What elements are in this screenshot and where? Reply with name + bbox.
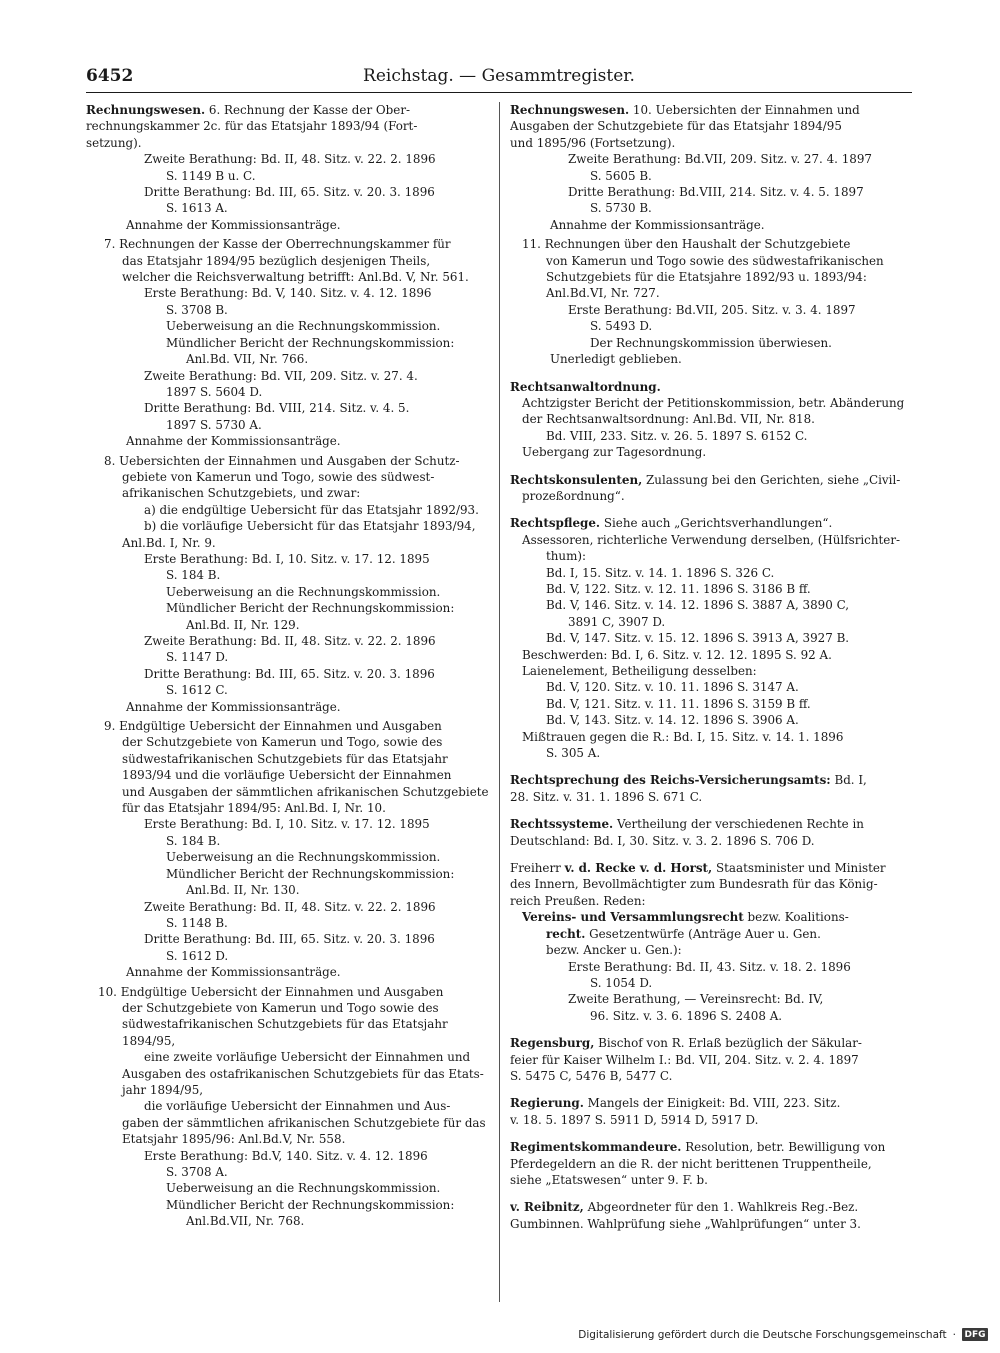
text-line: Schutzgebiets für die Etatsjahre 1892/93 u. 1893/94: <box>546 270 867 285</box>
text-line: Beschwerden: Bd. I, 6. Sitz. v. 12. 12. 1895 S. 92 A. <box>522 647 832 662</box>
text-line: Assessoren, richterliche Verwendung derselben, (Hülfsrichter- <box>522 532 901 547</box>
text-line: v. Reibnitz, Abgeordneter für den 1. Wahlkreis Reg.-Bez. <box>510 1200 859 1215</box>
text-line: für das Etatsjahr 1894/95: Anl.Bd. I, Nr. 10. <box>122 801 386 816</box>
entry-keyword: Rechtssysteme. <box>510 817 614 832</box>
text-line: Zweite Berathung: Bd. II, 48. Sitz. v. 22. 2. 1896 <box>144 634 436 648</box>
text-line: b) die vorläufige Uebersicht für das Etatsjahr 1893/94, <box>144 519 476 534</box>
text-line: von Kamerun und Togo sowie des südwestafrikanischen <box>546 253 884 268</box>
entry-keyword: Rechnungswesen. <box>86 103 206 117</box>
entry-keyword: Vereins- und Versammlungsrecht <box>522 910 744 925</box>
text-line: Deutschland: Bd. I, 30. Sitz. v. 3. 2. 1896 S. 706 D. <box>510 833 815 848</box>
entry-keyword: Regimentskommandeure. <box>510 1140 682 1155</box>
text-line: welcher die Reichsverwaltung betrifft: Anl.Bd. V, Nr. 561. <box>122 270 469 285</box>
text-line: setzung). <box>86 135 142 150</box>
text-line: S. 3708 B. <box>166 302 228 317</box>
text-line: Bd. V, 146. Sitz. v. 14. 12. 1896 S. 3887 A, 3890 C, <box>546 598 850 613</box>
text-line: gaben der sämmtlichen afrikanischen Schutzgebiete für das <box>122 1115 486 1130</box>
text-line <box>510 379 910 395</box>
text-line: Bd. V, 147. Sitz. v. 15. 12. 1896 S. 3913 A, 3927 B. <box>546 631 850 646</box>
text-line: 1894/95, <box>122 1033 176 1048</box>
text-line: Dritte Berathung: Bd. III, 65. Sitz. v. 20. 3. 1896 <box>144 932 435 947</box>
text-line: S. 1148 B. <box>166 915 228 930</box>
text-line: S. 1149 B u. C. <box>166 168 256 183</box>
text-line: thum): <box>546 549 587 564</box>
entry-keyword: Rechnungswesen. <box>510 103 630 117</box>
text-line: Anl.Bd.VII, Nr. 768. <box>186 1214 305 1229</box>
text-line: prozeßordnung“. <box>522 488 625 503</box>
text-line: Ueberweisung an die Rechnungskommission. <box>166 319 441 334</box>
text-line: Ausgaben der Schutzgebiete für das Etatsjahr 1894/95 <box>510 119 842 134</box>
text-line: rechnungskammer 2c. für das Etatsjahr 1893/94 (Fort- <box>86 119 418 134</box>
text-line: Rechnungswesen. 6. Rechnung der Kasse der Ober- <box>86 103 411 117</box>
text-line: S. 5475 C, 5476 B, 5477 C. <box>510 1068 673 1083</box>
text-line: Zweite Berathung, — Vereinsrecht: Bd. IV, <box>568 992 824 1007</box>
entry-keyword: Regierung. <box>510 1096 584 1111</box>
entry-gap <box>510 849 910 860</box>
text-line: Rechnungswesen. 10. Uebersichten der Einnahmen und <box>510 103 860 117</box>
text-line: die vorläufige Uebersicht der Einnahmen und Aus- <box>144 1099 451 1114</box>
text-line: Gumbinnen. Wahlprüfung siehe „Wahlprüfungen“ unter 3. <box>510 1216 861 1231</box>
text-line: Dritte Berathung: Bd.VIII, 214. Sitz. v. 4. 5. 1897 <box>568 185 864 200</box>
text-line: Erste Berathung: Bd.V, 140. Sitz. v. 4. 12. 1896 <box>144 1148 428 1163</box>
text-line: reich Preußen. Reden: <box>510 893 646 908</box>
text-line: 3891 C, 3907 D. <box>568 614 666 629</box>
text-line: S. 184 B. <box>166 833 221 848</box>
text-line: 1893/94 und die vorläufige Uebersicht der Einnahmen <box>122 768 452 783</box>
text-line: Annahme der Kommissionsanträge. <box>126 217 341 232</box>
text-line: 1897 S. 5730 A. <box>166 417 262 432</box>
text-line: S. 1612 D. <box>166 948 229 963</box>
text-line: recht. Gesetzentwürfe (Anträge Auer u. Gen. <box>546 926 821 941</box>
text-line: Rechtskonsulenten, Zulassung bei den Gerichten, siehe „Civil- <box>510 472 901 487</box>
text-line: Mündlicher Bericht der Rechnungskommission: <box>166 335 455 350</box>
text-line: Rechtssysteme. Vertheilung der verschiedenen Rechte in <box>510 817 864 832</box>
text-line: Bd. V, 143. Sitz. v. 14. 12. 1896 S. 3906 A. <box>546 713 799 728</box>
text-line: Mündlicher Bericht der Rechnungskommission: <box>166 601 455 616</box>
right-column <box>510 102 910 1310</box>
text-line: Bd. V, 120. Sitz. v. 10. 11. 1896 S. 3147 A. <box>546 680 799 695</box>
text-line: Laienelement, Betheiligung desselben: <box>522 664 757 678</box>
text-line: Annahme der Kommissionsanträge. <box>126 699 341 714</box>
entry-keyword: Rechtsprechung des Reichs-Versicherungsamts: <box>510 773 831 788</box>
entry-gap <box>510 761 910 772</box>
text-line: Ueberweisung an die Rechnungskommission. <box>166 584 441 599</box>
text-line: 11. Rechnungen über den Haushalt der Schutzgebiete <box>522 237 851 252</box>
text-line: afrikanischen Schutzgebiets, und zwar: <box>122 486 361 501</box>
page-number: 6452 <box>86 66 134 86</box>
entry-keyword: v. d. Recke v. d. Horst, <box>564 861 713 876</box>
text-line: a) die endgültige Uebersicht für das Etatsjahr 1892/93. <box>144 502 479 517</box>
text-line: Erste Berathung: Bd.VII, 205. Sitz. v. 3. 4. 1897 <box>568 302 856 317</box>
entry-gap <box>510 1024 910 1035</box>
text-line: 9. Endgültige Uebersicht der Einnahmen und Ausgaben <box>104 719 442 734</box>
entry-gap <box>510 461 910 472</box>
text-line: Mündlicher Bericht der Rechnungskommission: <box>166 866 455 881</box>
text-line: Mißtrauen gegen die R.: Bd. I, 15. Sitz. v. 14. 1. 1896 <box>522 729 844 744</box>
text-line: Erste Berathung: Bd. I, 10. Sitz. v. 17. 12. 1895 <box>144 551 430 566</box>
text-line: Annahme der Kommissionsanträge. <box>126 965 341 980</box>
text-line: südwestafrikanischen Schutzgebiets für das Etatsjahr <box>122 751 448 766</box>
entry-keyword: recht. <box>546 926 586 941</box>
text-line: Anl.Bd. VII, Nr. 766. <box>186 352 309 367</box>
text-line: 8. Uebersichten der Einnahmen und Ausgaben der Schutz- <box>104 453 460 468</box>
text-line: Dritte Berathung: Bd. III, 65. Sitz. v. 20. 3. 1896 <box>144 666 435 681</box>
entry-keyword: Rechtsanwaltordnung. <box>510 379 661 394</box>
text-line: Vereins- und Versammlungsrecht bezw. Koalitions- <box>522 910 849 925</box>
text-line: Uebergang zur Tagesordnung. <box>522 445 707 460</box>
text-line: Bd. I, 15. Sitz. v. 14. 1. 1896 S. 326 C. <box>546 565 775 580</box>
text-line: Etatsjahr 1895/96: Anl.Bd.V, Nr. 558. <box>122 1132 346 1147</box>
text-line: S. 1613 A. <box>166 201 228 216</box>
footer: Digitalisierung gefördert durch die Deutsche Forschungsgemeinschaft · DFG <box>578 1328 988 1341</box>
entry-keyword: v. Reibnitz, <box>510 1200 584 1215</box>
entry-gap <box>510 1188 910 1199</box>
text-line: der Schutzgebiete von Kamerun und Togo sowie des <box>122 1000 439 1015</box>
entry-keyword: Regensburg, <box>510 1036 595 1051</box>
entry-gap <box>510 1084 910 1095</box>
text-line: S. 5605 B. <box>590 168 652 183</box>
page-header <box>86 62 912 92</box>
text-line: 28. Sitz. v. 31. 1. 1896 S. 671 C. <box>510 789 703 804</box>
text-line: Zweite Berathung: Bd. II, 48. Sitz. v. 22. 2. 1896 <box>144 899 436 914</box>
text-line: Der Rechnungskommission überwiesen. <box>590 335 832 350</box>
text-line: Ueberweisung an die Rechnungskommission. <box>166 850 441 865</box>
text-line: Mündlicher Bericht der Rechnungskommission: <box>166 1197 455 1212</box>
text-line: Regimentskommandeure. Resolution, betr. Bewilligung von <box>510 1140 886 1155</box>
text-line: S. 184 B. <box>166 568 221 583</box>
entry-gap <box>510 805 910 816</box>
text-line: Rechtspflege. Siehe auch „Gerichtsverhandlungen“. <box>510 516 833 531</box>
text-line: Anl.Bd.VI, Nr. 727. <box>546 286 660 301</box>
text-line: siehe „Etatswesen“ unter 9. F. b. <box>510 1172 708 1187</box>
text-line: der Schutzgebiete von Kamerun und Togo, sowie des <box>122 735 443 750</box>
text-line: eine zweite vorläufige Uebersicht der Einnahmen und <box>144 1050 471 1065</box>
text-line: S. 3708 A. <box>166 1165 228 1179</box>
entry-keyword: Rechtskonsulenten, <box>510 472 643 487</box>
text-line: Anl.Bd. I, Nr. 9. <box>122 535 216 550</box>
text-line: 96. Sitz. v. 3. 6. 1896 S. 2408 A. <box>590 1008 783 1023</box>
text-line: Zweite Berathung: Bd. II, 48. Sitz. v. 22. 2. 1896 <box>144 152 436 167</box>
text-line: Bd. V, 121. Sitz. v. 11. 11. 1896 S. 3159 B ff. <box>546 696 811 711</box>
text-line: Anl.Bd. II, Nr. 129. <box>186 617 300 632</box>
text-line: feier für Kaiser Wilhelm I.: Bd. VII, 204. Sitz. v. 2. 4. 1897 <box>510 1052 859 1067</box>
text-line: südwestafrikanischen Schutzgebiets für das Etatsjahr <box>122 1017 448 1032</box>
text-line: Dritte Berathung: Bd. VIII, 214. Sitz. v. 4. 5. <box>144 401 410 416</box>
text-line: Zweite Berathung: Bd.VII, 209. Sitz. v. 27. 4. 1897 <box>568 152 872 167</box>
text-line: Zweite Berathung: Bd. VII, 209. Sitz. v. 27. 4. <box>144 368 418 383</box>
entry-keyword: Rechtspflege. <box>510 516 601 531</box>
entry-gap <box>510 1128 910 1139</box>
column-divider <box>499 102 500 1302</box>
text-line: Erste Berathung: Bd. V, 140. Sitz. v. 4. 12. 1896 <box>144 286 432 301</box>
entry-gap <box>510 368 910 379</box>
text-line: und Ausgaben der sämmtlichen afrikanischen Schutzgebiete <box>122 784 489 799</box>
header-rule <box>86 92 912 93</box>
text-line: bezw. Ancker u. Gen.): <box>546 943 682 958</box>
text-line: Erste Berathung: Bd. I, 10. Sitz. v. 17. 12. 1895 <box>144 817 430 832</box>
text-line: 10. Endgültige Uebersicht der Einnahmen und Ausgaben <box>98 984 444 999</box>
text-line: S. 5493 D. <box>590 319 653 334</box>
text-line: Anl.Bd. II, Nr. 130. <box>186 883 300 898</box>
text-line: gebiete von Kamerun und Togo, sowie des südwest- <box>122 469 435 484</box>
text-line: v. 18. 5. 1897 S. 5911 D, 5914 D, 5917 D. <box>510 1112 759 1127</box>
text-line: Erste Berathung: Bd. II, 43. Sitz. v. 18. 2. 1896 <box>568 959 851 974</box>
text-line: S. 1612 C. <box>166 683 228 698</box>
text-line: Annahme der Kommissionsanträge. <box>550 217 765 232</box>
text-line: Ausgaben des ostafrikanischen Schutzgebiets für das Etats- <box>122 1066 484 1081</box>
text-line: Freiherr v. d. Recke v. d. Horst, Staatsminister und Minister <box>510 861 886 876</box>
dfg-logo-icon: DFG <box>962 1328 988 1341</box>
text-line: Rechtsprechung des Reichs-Versicherungsamts: Bd. I, <box>510 773 867 788</box>
text-line: Pferdegeldern an die R. der nicht berittenen Truppentheile, <box>510 1156 872 1171</box>
text-line: S. 1147 D. <box>166 650 229 665</box>
text-line: jahr 1894/95, <box>122 1082 204 1097</box>
text-line: des Innern, Bevollmächtigter zum Bundesrath für das König- <box>510 877 878 892</box>
text-line: Dritte Berathung: Bd. III, 65. Sitz. v. 20. 3. 1896 <box>144 185 435 200</box>
text-line: und 1895/96 (Fortsetzung). <box>510 135 676 150</box>
text-line: Bd. VIII, 233. Sitz. v. 26. 5. 1897 S. 6152 C. <box>546 428 808 443</box>
left-column <box>86 102 490 1310</box>
text-line: 7. Rechnungen der Kasse der Oberrechnungskammer für <box>104 237 451 252</box>
text-line: der Rechtsanwaltsordnung: Anl.Bd. VII, Nr. 818. <box>522 412 815 427</box>
text-line: Ueberweisung an die Rechnungskommission. <box>166 1181 441 1196</box>
text-line: S. 1054 D. <box>590 975 653 990</box>
text-line: Regensburg, Bischof von R. Erlaß bezüglich der Säkular- <box>510 1036 862 1051</box>
text-line: Achtzigster Bericht der Petitionskommission, betr. Abänderung <box>522 395 905 410</box>
text-line: das Etatsjahr 1894/95 bezüglich desjenigen Theils, <box>122 253 431 268</box>
text-line: Regierung. Mangels der Einigkeit: Bd. VIII, 223. Sitz. <box>510 1096 841 1111</box>
text-line: Bd. V, 122. Sitz. v. 12. 11. 1896 S. 3186 B ff. <box>546 581 811 596</box>
text-line: Unerledigt geblieben. <box>550 352 682 367</box>
text-line: S. 5730 B. <box>590 201 652 216</box>
text-line: S. 305 A. <box>546 746 601 761</box>
footer-credit: Digitalisierung gefördert durch die Deutsche Forschungsgemeinschaft <box>578 1328 947 1341</box>
entry-gap <box>510 504 910 515</box>
running-title: Reichstag. — Gesammtregister. <box>363 66 635 86</box>
text-line: Annahme der Kommissionsanträge. <box>126 434 341 449</box>
text-line: 1897 S. 5604 D. <box>166 384 263 399</box>
